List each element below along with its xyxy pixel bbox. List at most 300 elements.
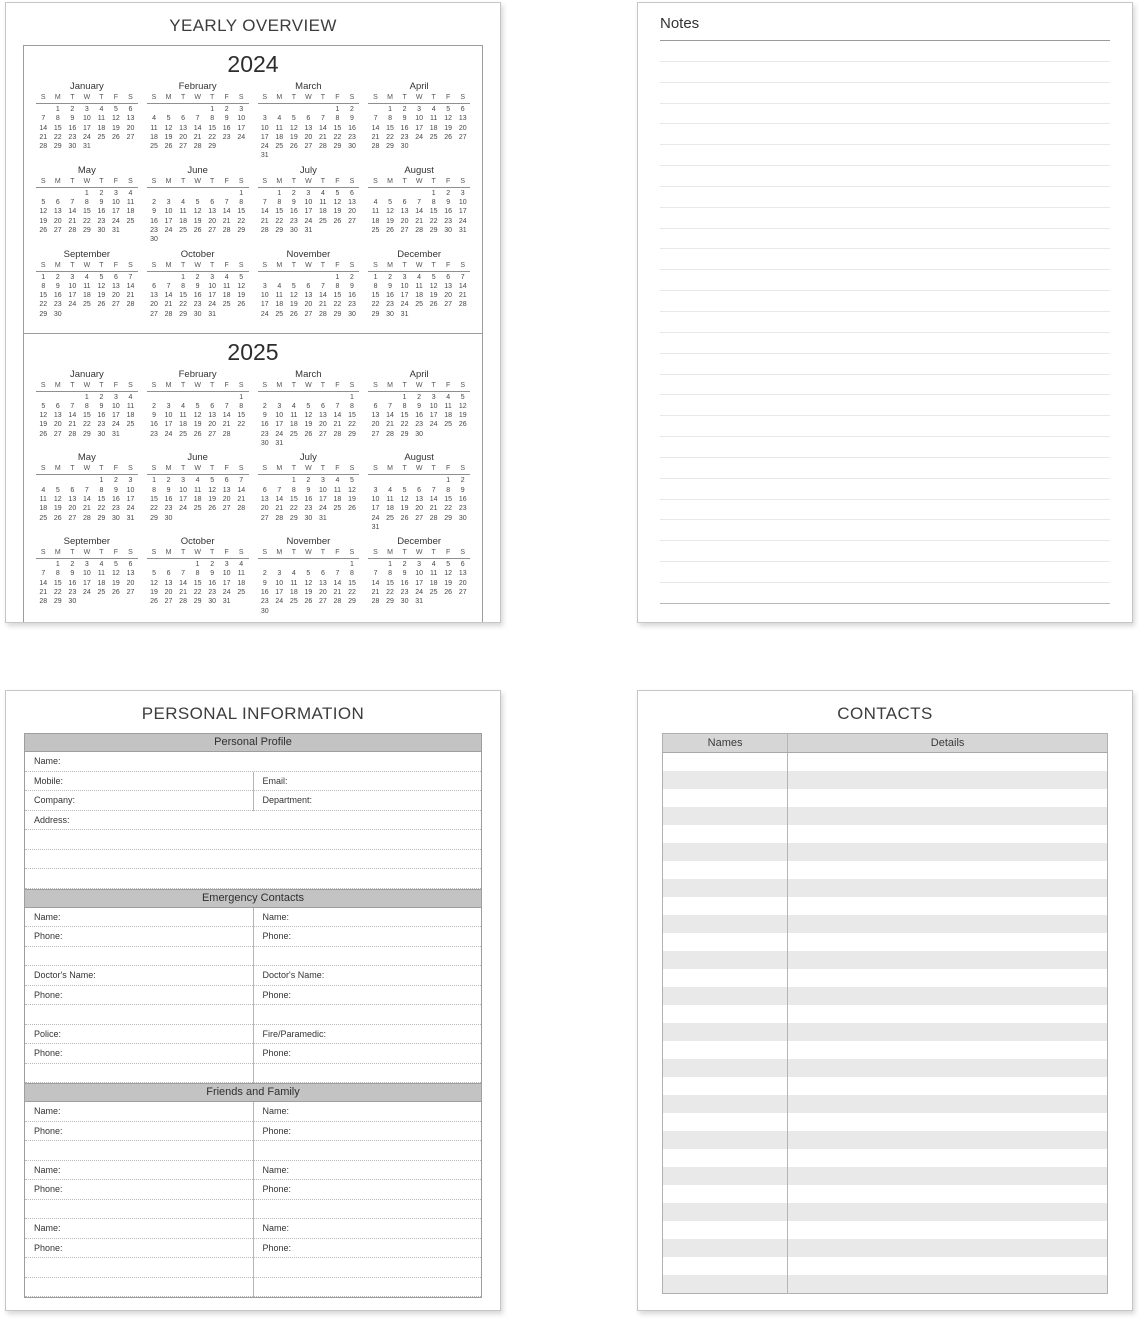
weekday-label: S [373,549,378,557]
months-grid-2025 [24,368,482,616]
day-number: 12 [429,282,438,290]
day-number: 9 [195,282,200,290]
contacts-cell-details [788,1257,1107,1275]
day-number: 4 [417,273,422,281]
day-number: 17 [112,412,120,420]
day-number: 28 [429,514,438,522]
day-empty [316,560,331,569]
day-number: 29 [386,598,394,606]
blank-row [25,850,481,870]
weekday-header [368,382,470,392]
month-august-2025 [368,451,470,532]
weekday-label: S [349,549,355,557]
day-number: 26 [97,301,106,309]
day-number: 30 [164,514,173,522]
day-number: 5 [388,199,392,207]
day-number: 5 [291,115,296,123]
day-number: 31 [319,514,327,522]
day-number: 26 [112,589,120,597]
field-label: Doctor's Name: [262,970,325,981]
day-number: 24 [260,310,269,318]
contacts-cell-details [788,1077,1107,1095]
field-row [254,1239,482,1259]
contacts-cell-name [663,879,788,897]
days-grid [368,392,470,439]
day-number: 22 [371,301,380,309]
day-number: 26 [386,226,394,234]
day-number: 27 [304,143,313,151]
day-number: 15 [348,579,356,587]
blank-row [254,947,482,967]
day-number: 4 [99,561,104,569]
weekday-label: S [40,381,46,389]
day-number: 14 [319,292,327,300]
day-number: 26 [112,133,120,141]
day-number: 16 [150,421,158,429]
day-number: 3 [417,561,422,569]
contacts-cell-name [663,1275,788,1293]
day-number: 4 [388,486,392,494]
field-label: Police: [34,1028,62,1039]
day-number: 4 [335,477,340,485]
month-march-2024 [258,80,360,161]
day-number: 9 [99,402,104,410]
contacts-cell-details [788,825,1107,843]
contacts-cell-name [663,1203,788,1221]
year-section-2025 [24,333,482,622]
day-number: 4 [128,393,133,401]
day-number: 15 [97,495,106,503]
weekday-label: T [180,549,186,557]
day-number: 12 [289,124,298,132]
emergency-contacts-right-column [253,908,482,1084]
day-number: 5 [152,570,156,578]
weekday-label: F [113,177,119,185]
day-number: 9 [350,282,354,290]
day-number: 28 [386,430,394,438]
day-number: 3 [166,402,171,410]
weekday-label: S [262,381,268,389]
day-number: 1 [388,561,392,569]
day-number: 5 [446,106,451,113]
months-grid-2024 [24,80,482,327]
weekday-header [368,549,470,559]
month-february-2024 [147,80,249,161]
day-number: 21 [333,589,342,597]
contacts-cell-name [663,861,788,879]
weekday-label: F [113,94,119,101]
day-number: 7 [262,199,267,207]
weekday-header [258,465,360,475]
day-number: 23 [400,133,409,141]
day-number: 29 [348,430,356,438]
note-line [660,104,1110,125]
contacts-row [663,1059,1107,1077]
day-number: 15 [53,124,62,132]
day-number: 30 [400,598,409,606]
day-number: 6 [166,570,171,578]
day-number: 25 [429,589,438,597]
day-number: 2 [152,199,156,207]
day-number: 21 [82,505,91,513]
day-number: 8 [350,402,354,410]
day-number: 22 [193,589,202,597]
month-name: March [295,368,322,380]
day-number: 29 [289,514,298,522]
day-number: 4 [431,106,436,113]
note-line [660,395,1110,416]
day-number: 27 [319,430,327,438]
day-number: 3 [320,477,325,485]
day-number: 18 [39,505,48,513]
notes-lines [660,41,1110,604]
day-number: 12 [150,579,158,587]
contacts-cell-details [788,1059,1107,1077]
weekday-label: W [83,381,91,389]
day-number: 29 [333,143,342,151]
day-number: 26 [208,505,217,513]
day-number: 19 [444,124,453,132]
day-number: 24 [82,133,91,141]
day-number: 21 [275,505,284,513]
day-number: 19 [289,301,298,309]
contacts-cell-details [788,1041,1107,1059]
blank-row [254,1005,482,1025]
weekday-label: T [431,177,436,185]
month-may-2025 [36,451,138,532]
day-number: 16 [260,589,269,597]
day-number: 22 [348,421,356,429]
weekday-label: S [238,177,244,185]
contacts-cell-details [788,861,1107,879]
weekday-label: T [70,465,75,473]
day-number: 11 [126,199,135,207]
day-number: 13 [371,412,380,420]
day-number: 13 [222,486,231,494]
days-grid [36,559,138,606]
weekday-label: T [431,465,436,473]
day-number: 27 [260,514,269,522]
day-number: 24 [68,301,77,309]
day-number: 3 [417,106,422,113]
day-number: 21 [371,133,380,141]
day-empty [272,273,287,282]
note-line [660,249,1110,270]
field-label: Phone: [34,1125,63,1136]
weekday-label: S [349,465,355,473]
days-grid [147,188,249,245]
field-label: Name: [34,756,61,767]
day-number: 14 [222,412,231,420]
weekday-label: M [276,177,283,185]
contacts-cell-name [663,1113,788,1131]
month-may-2024 [36,164,138,245]
weekday-label: W [305,381,312,389]
contacts-cell-name [663,915,788,933]
day-empty [287,105,302,114]
day-number: 27 [444,301,453,309]
day-number: 29 [53,598,62,606]
day-number: 8 [84,402,89,410]
day-number: 30 [386,310,394,318]
weekday-label: T [180,261,186,269]
month-name: December [397,248,442,260]
field-label: Phone: [262,1125,292,1136]
day-number: 4 [152,115,156,123]
day-number: 13 [458,570,467,578]
day-number: 15 [333,124,342,132]
field-row [254,1102,482,1122]
day-number: 1 [99,477,104,485]
day-empty [397,476,412,485]
day-number: 26 [429,301,438,309]
day-number: 23 [150,226,158,234]
day-number: 14 [319,124,327,132]
weekday-label: T [402,177,407,185]
day-number: 12 [348,486,356,494]
field-label: Address: [34,814,70,825]
field-label: Company: [34,795,76,806]
day-number: 14 [126,282,135,290]
day-number: 8 [210,115,215,123]
contacts-row [663,1221,1107,1239]
day-number: 8 [152,486,156,494]
day-number: 31 [222,598,231,606]
day-number: 28 [260,226,269,234]
day-number: 25 [289,598,298,606]
day-number: 10 [400,282,409,290]
day-number: 25 [82,301,91,309]
day-number: 17 [260,133,269,141]
day-number: 17 [82,579,91,587]
day-number: 14 [275,495,284,503]
month-name: August [404,452,434,464]
day-number: 22 [179,301,187,309]
contacts-cell-details [788,1131,1107,1149]
days-grid [368,475,470,532]
day-number: 31 [112,226,120,234]
weekday-label: S [349,177,355,185]
day-number: 7 [239,477,244,485]
days-grid [36,188,138,235]
day-number: 3 [181,477,186,485]
day-number: 4 [41,486,46,494]
contacts-row [663,1257,1107,1275]
field-row [25,772,253,792]
day-number: 12 [444,570,453,578]
day-number: 26 [193,226,202,234]
contacts-row [663,987,1107,1005]
weekday-label: M [165,465,172,473]
day-number: 20 [458,124,467,132]
day-number: 28 [164,310,173,318]
day-number: 3 [262,115,267,123]
day-number: 18 [275,301,284,309]
month-january-2025 [36,368,138,449]
day-number: 15 [179,292,187,300]
day-number: 11 [275,292,283,300]
day-number: 7 [373,570,378,578]
day-number: 29 [237,226,246,234]
day-number: 12 [39,412,48,420]
weekday-label: S [128,177,133,185]
month-october-2025 [147,535,249,616]
contacts-page [637,690,1133,1311]
year-title-2025: 2025 [227,338,279,365]
weekday-label: M [165,381,172,389]
day-number: 21 [164,301,173,309]
weekday-label: M [276,261,283,269]
day-number: 15 [289,495,298,503]
weekday-label: M [276,549,283,557]
day-number: 23 [260,430,269,438]
day-empty [426,476,441,485]
weekday-label: W [305,94,312,101]
weekday-label: T [70,177,75,185]
note-line [660,354,1110,375]
contacts-row [663,915,1107,933]
weekday-label: W [305,549,312,557]
weekday-label: T [291,381,296,389]
day-number: 25 [126,217,135,225]
field-label: Phone: [34,1048,63,1059]
contacts-cell-details [788,897,1107,915]
day-number: 4 [224,273,229,281]
day-number: 1 [350,561,354,569]
day-number: 19 [289,133,298,141]
note-line [660,416,1110,437]
contacts-cell-name [663,969,788,987]
day-number: 2 [417,393,422,401]
day-number: 29 [333,310,342,318]
day-number: 10 [275,412,284,420]
note-line [660,208,1110,229]
day-number: 11 [179,208,187,216]
day-number: 13 [179,124,187,132]
day-number: 1 [291,477,296,485]
day-number: 25 [193,505,202,513]
weekday-label: S [373,381,378,389]
contacts-title: CONTACTS [837,704,933,723]
contacts-cell-details [788,1203,1107,1221]
day-number: 2 [460,477,465,485]
day-number: 27 [319,598,327,606]
day-number: 22 [400,421,409,429]
day-number: 19 [193,217,202,225]
month-name: March [295,81,322,92]
day-number: 11 [430,570,438,578]
day-number: 25 [275,143,284,151]
weekday-header [368,178,470,188]
day-number: 23 [386,301,394,309]
day-number: 28 [333,598,342,606]
day-empty [161,105,176,114]
day-number: 16 [112,495,120,503]
day-number: 13 [126,570,135,578]
weekday-label: F [113,549,119,557]
day-number: 6 [460,106,465,113]
day-number: 8 [239,199,244,207]
contacts-cell-name [663,1167,788,1185]
month-september-2025 [36,535,138,616]
weekday-label: F [224,381,229,389]
day-number: 25 [179,226,187,234]
day-number: 5 [335,189,340,197]
day-number: 8 [402,402,407,410]
note-line [660,541,1110,562]
day-number: 13 [53,208,62,216]
day-number: 13 [112,282,120,290]
day-empty [287,273,302,282]
day-number: 24 [275,430,284,438]
notes-title: Notes [660,15,700,32]
day-number: 17 [164,217,173,225]
day-number: 17 [304,208,313,216]
days-grid [258,188,360,235]
contacts-cell-name [663,1185,788,1203]
day-empty [397,189,412,198]
day-number: 6 [113,273,118,281]
weekday-label: S [262,177,268,185]
day-number: 14 [429,495,438,503]
weekday-label: F [224,94,229,101]
day-number: 11 [179,412,187,420]
day-number: 24 [260,143,269,151]
day-empty [176,189,191,198]
weekday-label: W [194,177,201,185]
day-number: 20 [304,133,313,141]
weekday-label: T [210,549,215,557]
contacts-row [663,825,1107,843]
day-number: 28 [126,301,135,309]
day-number: 7 [277,486,282,494]
day-number: 20 [208,217,217,225]
contacts-cell-details [788,753,1107,771]
day-number: 27 [458,133,467,141]
day-number: 23 [348,301,356,309]
contacts-row [663,1023,1107,1041]
day-number: 13 [208,208,217,216]
weekday-label: F [224,177,229,185]
blank-row [25,1258,253,1278]
day-number: 21 [319,301,327,309]
day-number: 2 [446,189,451,197]
day-empty [161,189,176,198]
day-empty [258,105,273,114]
contacts-row [663,753,1107,771]
day-number: 31 [208,310,217,318]
note-line [660,145,1110,166]
personal-information-title: PERSONAL INFORMATION [141,704,365,723]
day-number: 17 [237,124,246,132]
day-number: 31 [304,226,313,234]
day-number: 18 [275,133,284,141]
field-row [254,1219,482,1239]
weekday-label: M [165,261,172,269]
day-number: 5 [41,402,46,410]
day-number: 2 [70,106,75,113]
contacts-cell-name [663,1221,788,1239]
day-empty [219,393,234,402]
weekday-header [36,94,138,104]
day-number: 28 [319,310,327,318]
weekday-label: T [320,261,326,269]
day-number: 22 [289,505,298,513]
contacts-row [663,1131,1107,1149]
emergency-contacts-left-column [25,908,253,1084]
day-number: 23 [193,301,202,309]
day-number: 13 [319,579,327,587]
